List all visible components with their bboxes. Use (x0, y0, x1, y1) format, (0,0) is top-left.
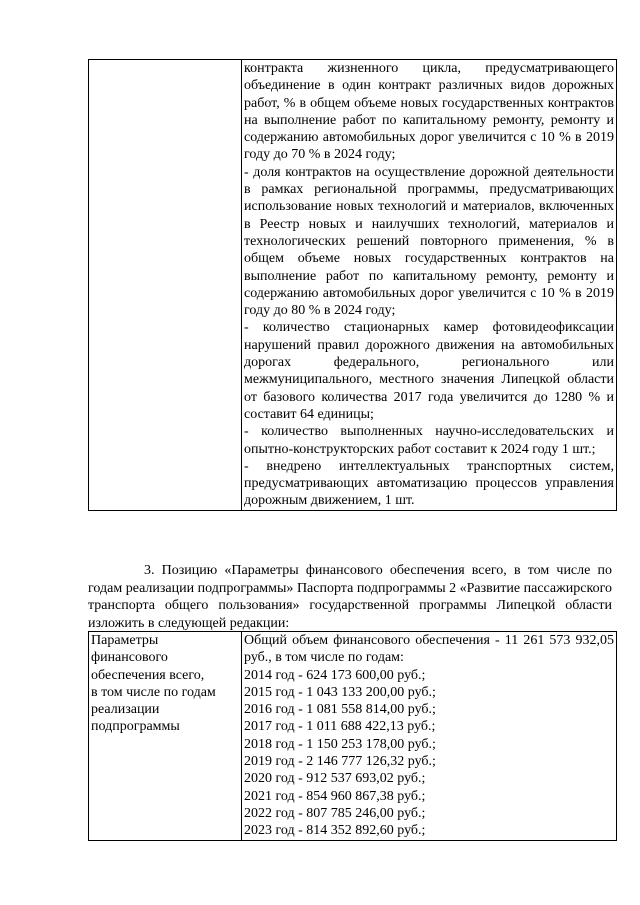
financing-year-line: 2017 год - 1 011 688 422,13 руб.; (244, 719, 436, 735)
indicator-paragraph: - количество выполненных научно-исследовательских и опытно-конструкторских работ составит к 2024 году 1 шт.; (244, 424, 614, 457)
financing-year-line: 2015 год - 1 043 133 200,00 руб.; (244, 684, 436, 700)
financing-year-line: 2014 год - 624 173 600,00 руб.; (244, 667, 426, 683)
table-row (89, 60, 617, 511)
table-label-cell (89, 60, 242, 511)
label-line: финансового (91, 650, 168, 666)
financing-year-line: 2023 год - 814 352 892,60 руб.; (244, 823, 426, 839)
indicators-table (88, 59, 617, 511)
label-line: Параметры (91, 633, 159, 648)
financing-total: Общий объем финансового обеспечения - 11 261 573 932,05 руб., в том числе по годам: (244, 633, 614, 666)
table-row (89, 632, 617, 841)
indicator-paragraph: - доля контрактов на осуществление дорожной деятельности в рамках региональной программы, предусматривающих использование новых технологий и материалов, включенных в Реестр новых и наилучших технологий, материалов и технологических решений повторного применения, % в общем объеме новых государственных контрактов на выполнение работ по капитальному ремонту, ремонту и содержанию автомобильных дорог увеличится с 10 % в 2019 году до 80 % в 2024 году; (244, 164, 614, 319)
financing-year-line: 2021 год - 854 960 867,38 руб.; (244, 788, 426, 804)
financing-table (88, 631, 617, 841)
section-3-paragraph: 3. Позицию «Параметры финансового обеспечения всего, в том числе по годам реализации подпрограммы» Паспорта подпрограммы 2 «Развитие пассажирского транспорта общего пользования» государственной программы Липецкой области изложить в следующей редакции: (88, 563, 612, 631)
indicator-paragraph: - количество стационарных камер фотовидеофиксации нарушений правил дорожного движения на автомобильных дорогах федерального, регионального или межмуниципального, местного значения Липецкой области от базового количества 2017 года увеличится до 1280 % и составит 64 единицы; (244, 320, 614, 422)
label-line: подпрограммы (91, 719, 180, 735)
financing-year-line: 2018 год - 1 150 253 178,00 руб.; (244, 736, 436, 752)
label-line: в том числе по годам (91, 684, 216, 700)
label-line: реализации (91, 702, 160, 718)
indicator-paragraph: - внедрено интеллектуальных транспортных систем, предусматривающих автоматизацию процессов управления дорожным движением, 1 шт. (244, 458, 614, 509)
table-value-cell (242, 60, 617, 511)
indicator-paragraph: контракта жизненного цикла, предусматривающего объединение в один контракт различных видов дорожных работ, % в общем объеме новых государственных контрактов на выполнение работ по капитальному ремонту, ремонту и содержанию автомобильных дорог увеличится с 10 % в 2019 году до 70 % в 2024 году; (244, 61, 614, 163)
financing-value-cell (242, 632, 617, 841)
financing-year-line: 2022 год - 807 785 246,00 руб.; (244, 805, 426, 821)
label-line: обеспечения всего, (91, 667, 205, 683)
financing-label-cell (89, 632, 242, 841)
financing-year-line: 2019 год - 2 146 777 126,32 руб.; (244, 754, 436, 770)
financing-year-line: 2016 год - 1 081 558 814,00 руб.; (244, 702, 436, 718)
financing-year-line: 2020 год - 912 537 693,02 руб.; (244, 771, 426, 787)
